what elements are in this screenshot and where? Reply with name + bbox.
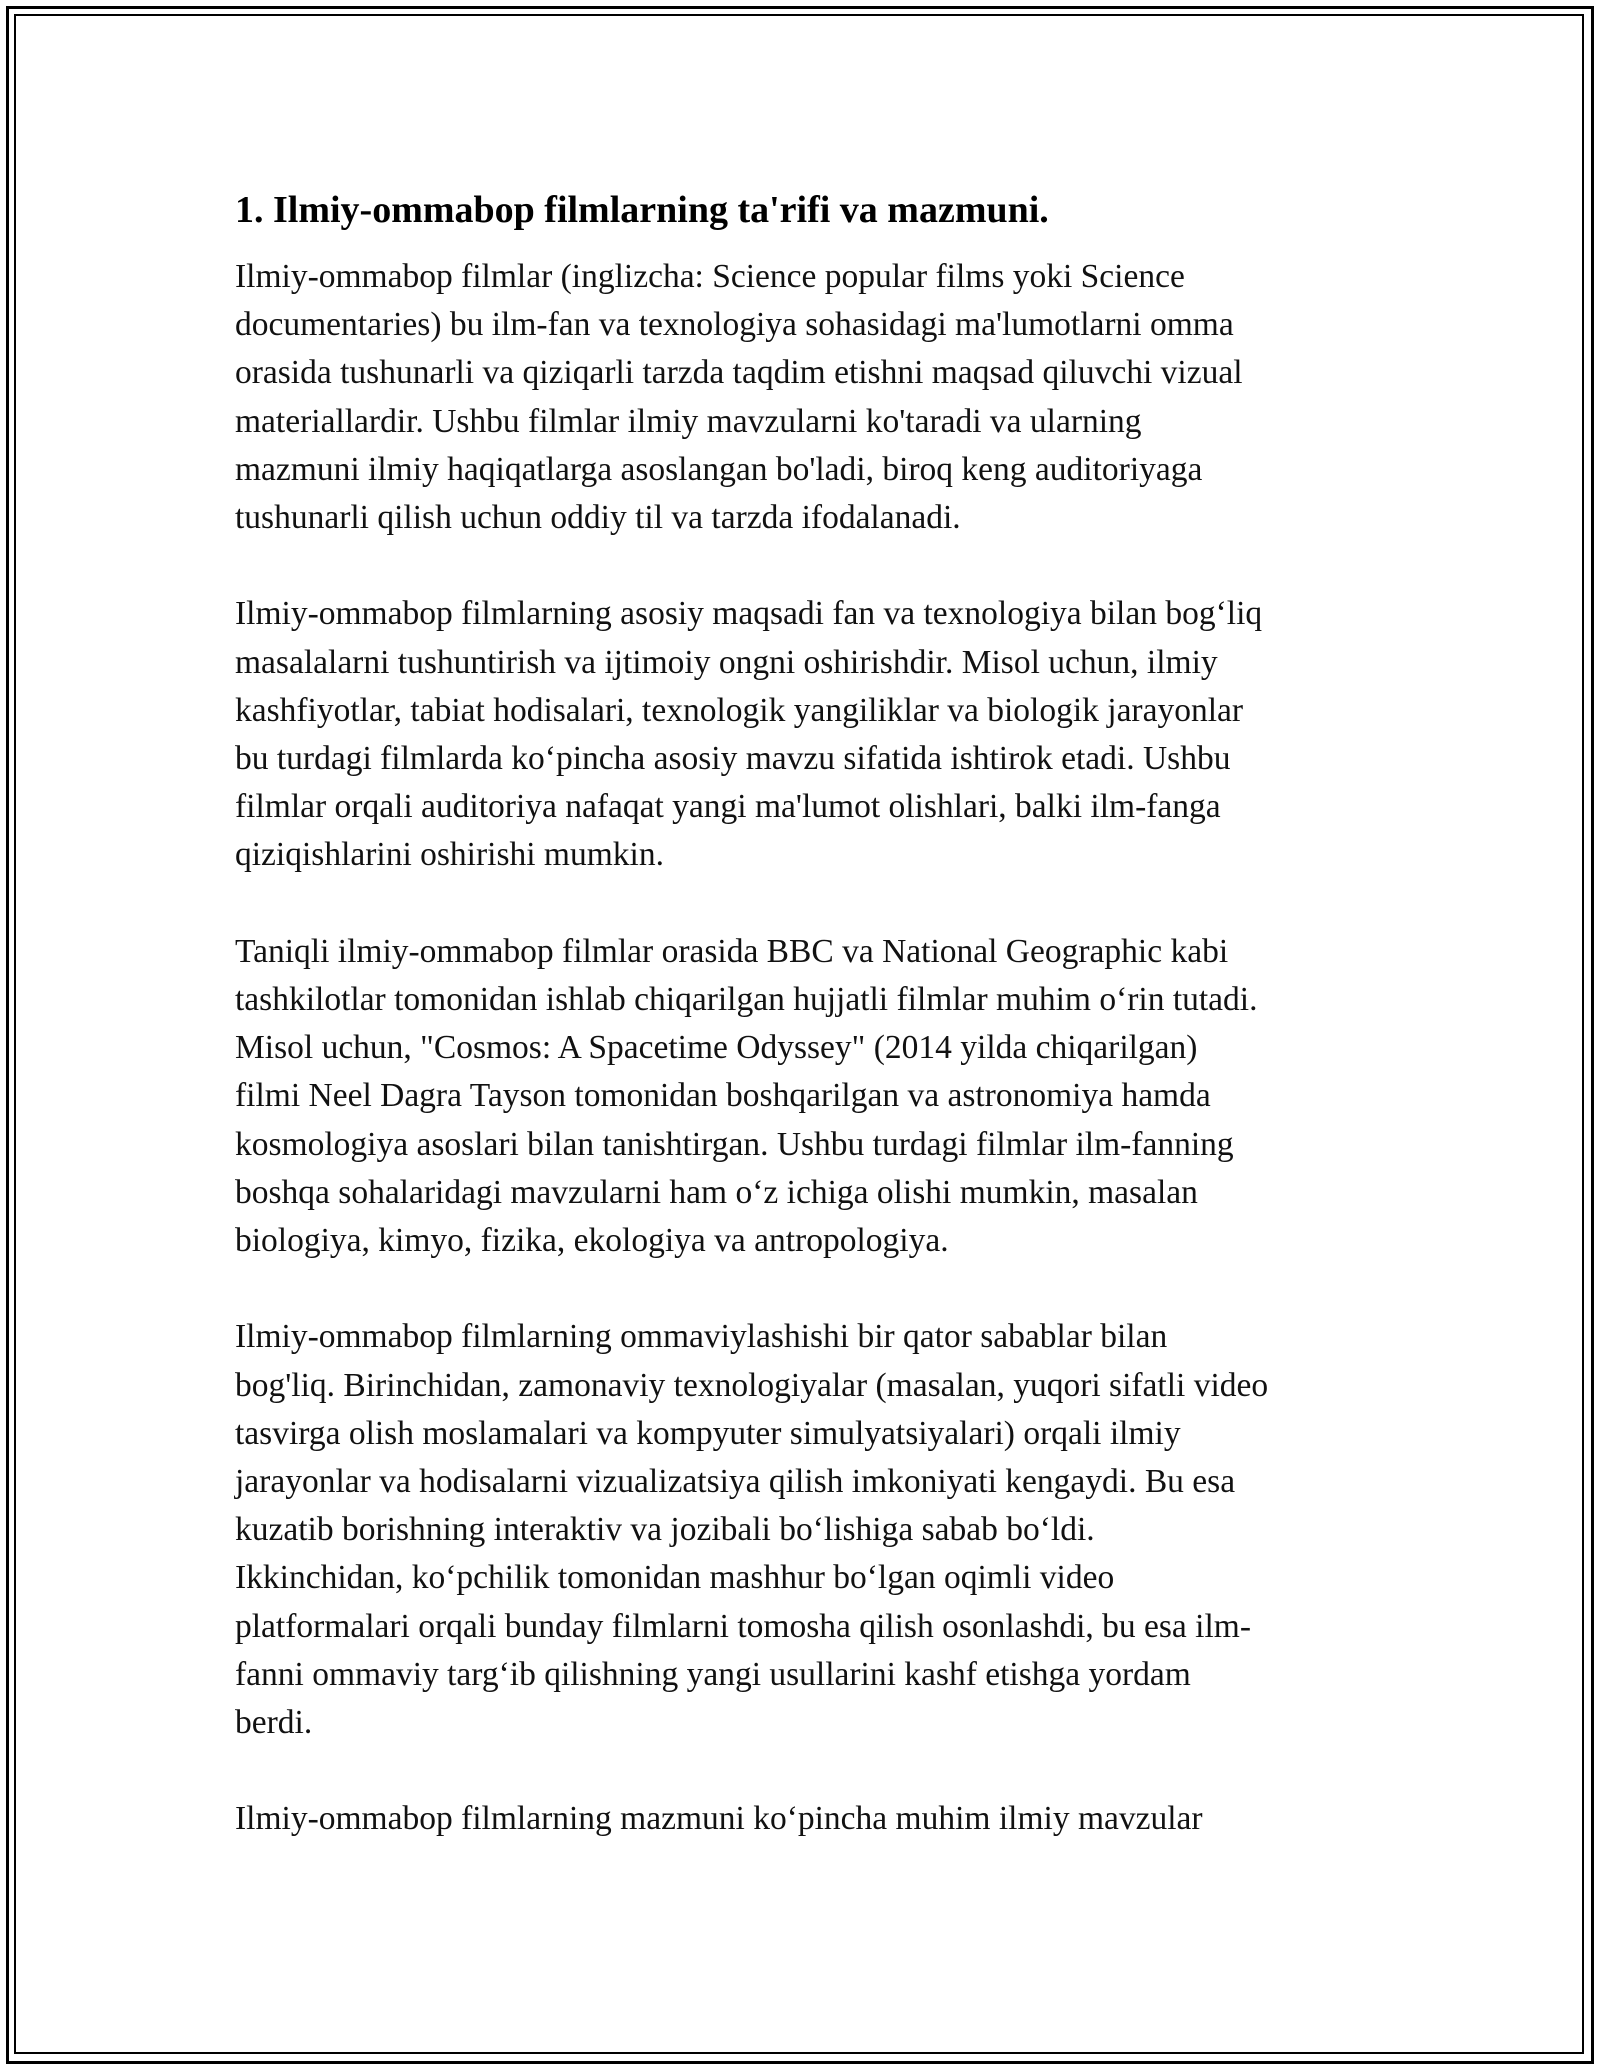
paragraph-line: Ilmiy-ommabop filmlarning mazmuni ko‘pincha muhim ilmiy mavzular [235, 1800, 1203, 1838]
document-body [235, 185, 1375, 1892]
paragraph-line: materiallardir. Ushbu filmlar ilmiy mavzularni ko'taradi va ularning [235, 402, 1142, 440]
paragraph-line: filmlar orqali auditoriya nafaqat yangi ma'lumot olishlari, balki ilm-fanga [235, 788, 1221, 826]
paragraph-line: Taniqli ilmiy-ommabop filmlar orasida BBC va National Geographic kabi [235, 932, 1229, 970]
paragraph-line: bog'liq. Birinchidan, zamonaviy texnologiyalar (masalan, yuqori sifatli video [235, 1366, 1269, 1404]
paragraph-line: kosmologiya asoslari bilan tanishtirgan. Ushbu turdagi filmlar ilm-fanning [235, 1125, 1234, 1163]
paragraph-line: Ikkinchidan, ko‘pchilik tomonidan mashhur bo‘lgan oqimli video [235, 1559, 1115, 1597]
paragraph-line: biologiya, kimyo, fizika, ekologiya va antropologiya. [235, 1222, 949, 1260]
paragraph-line: Misol uchun, "Cosmos: A Spacetime Odyssey" (2014 yilda chiqarilgan) [235, 1029, 1198, 1067]
paragraph-line: kuzatib borishning interaktiv va jozibali bo‘lishiga sabab bo‘ldi. [235, 1511, 1095, 1549]
paragraph-line: Ilmiy-ommabop filmlarning ommaviylashishi bir qator sabablar bilan [235, 1318, 1168, 1356]
paragraph-line: berdi. [235, 1704, 313, 1742]
paragraph-line: boshqa sohalaridagi mavzularni ham o‘z ichiga olishi mumkin, masalan [235, 1173, 1198, 1211]
paragraph-line: documentaries) bu ilm-fan va texnologiya sohasidagi ma'lumotlarni omma [235, 306, 1234, 344]
paragraph-line: orasida tushunarli va qiziqarli tarzda taqdim etishni maqsad qiluvchi vizual [235, 354, 1243, 392]
paragraph-line: kashfiyotlar, tabiat hodisalari, texnologik yangiliklar va biologik jarayonlar [235, 691, 1244, 729]
paragraph-line: qiziqishlarini oshirishi mumkin. [235, 836, 664, 874]
paragraph-line: mazmuni ilmiy haqiqatlarga asoslangan bo'ladi, biroq keng auditoriyaga [235, 450, 1203, 488]
paragraph-5 [235, 1795, 1375, 1843]
paragraph-3 [235, 928, 1375, 1265]
paragraph-line: Ilmiy-ommabop filmlar (inglizcha: Science popular films yoki Science [235, 258, 1185, 295]
paragraph-line: Ilmiy-ommabop filmlarning asosiy maqsadi fan va texnologiya bilan bog‘liq [235, 595, 1263, 633]
paragraph-1 [235, 253, 1375, 542]
paragraph-line: masalalarni tushuntirish va ijtimoiy ongni oshirishdir. Misol uchun, ilmiy [235, 643, 1218, 681]
section-heading: 1. Ilmiy-ommabop filmlarning ta'rifi va mazmuni. [235, 189, 1049, 231]
paragraph-line: jarayonlar va hodisalarni vizualizatsiya qilish imkoniyati kengaydi. Bu esa [235, 1463, 1236, 1501]
paragraph-line: platformalari orqali bunday filmlarni tomosha qilish osonlashdi, bu esa ilm- [235, 1607, 1251, 1645]
paragraph-line: tushunarli qilish uchun oddiy til va tarzda ifodalanadi. [235, 499, 961, 537]
paragraph-2 [235, 590, 1375, 879]
paragraph-line: tashkilotlar tomonidan ishlab chiqarilgan hujjatli filmlar muhim o‘rin tutadi. [235, 981, 1258, 1019]
paragraph-line: tasvirga olish moslamalari va kompyuter simulyatsiyalari) orqali ilmiy [235, 1414, 1181, 1452]
paragraph-line: fanni ommaviy targ‘ib qilishning yangi usullarini kashf etishga yordam [235, 1655, 1191, 1693]
paragraph-line: bu turdagi filmlarda ko‘pincha asosiy mavzu sifatida ishtirok etadi. Ushbu [235, 740, 1231, 778]
paragraph-4 [235, 1313, 1375, 1747]
paragraph-line: filmi Neel Dagra Tayson tomonidan boshqarilgan va astronomiya hamda [235, 1077, 1211, 1115]
